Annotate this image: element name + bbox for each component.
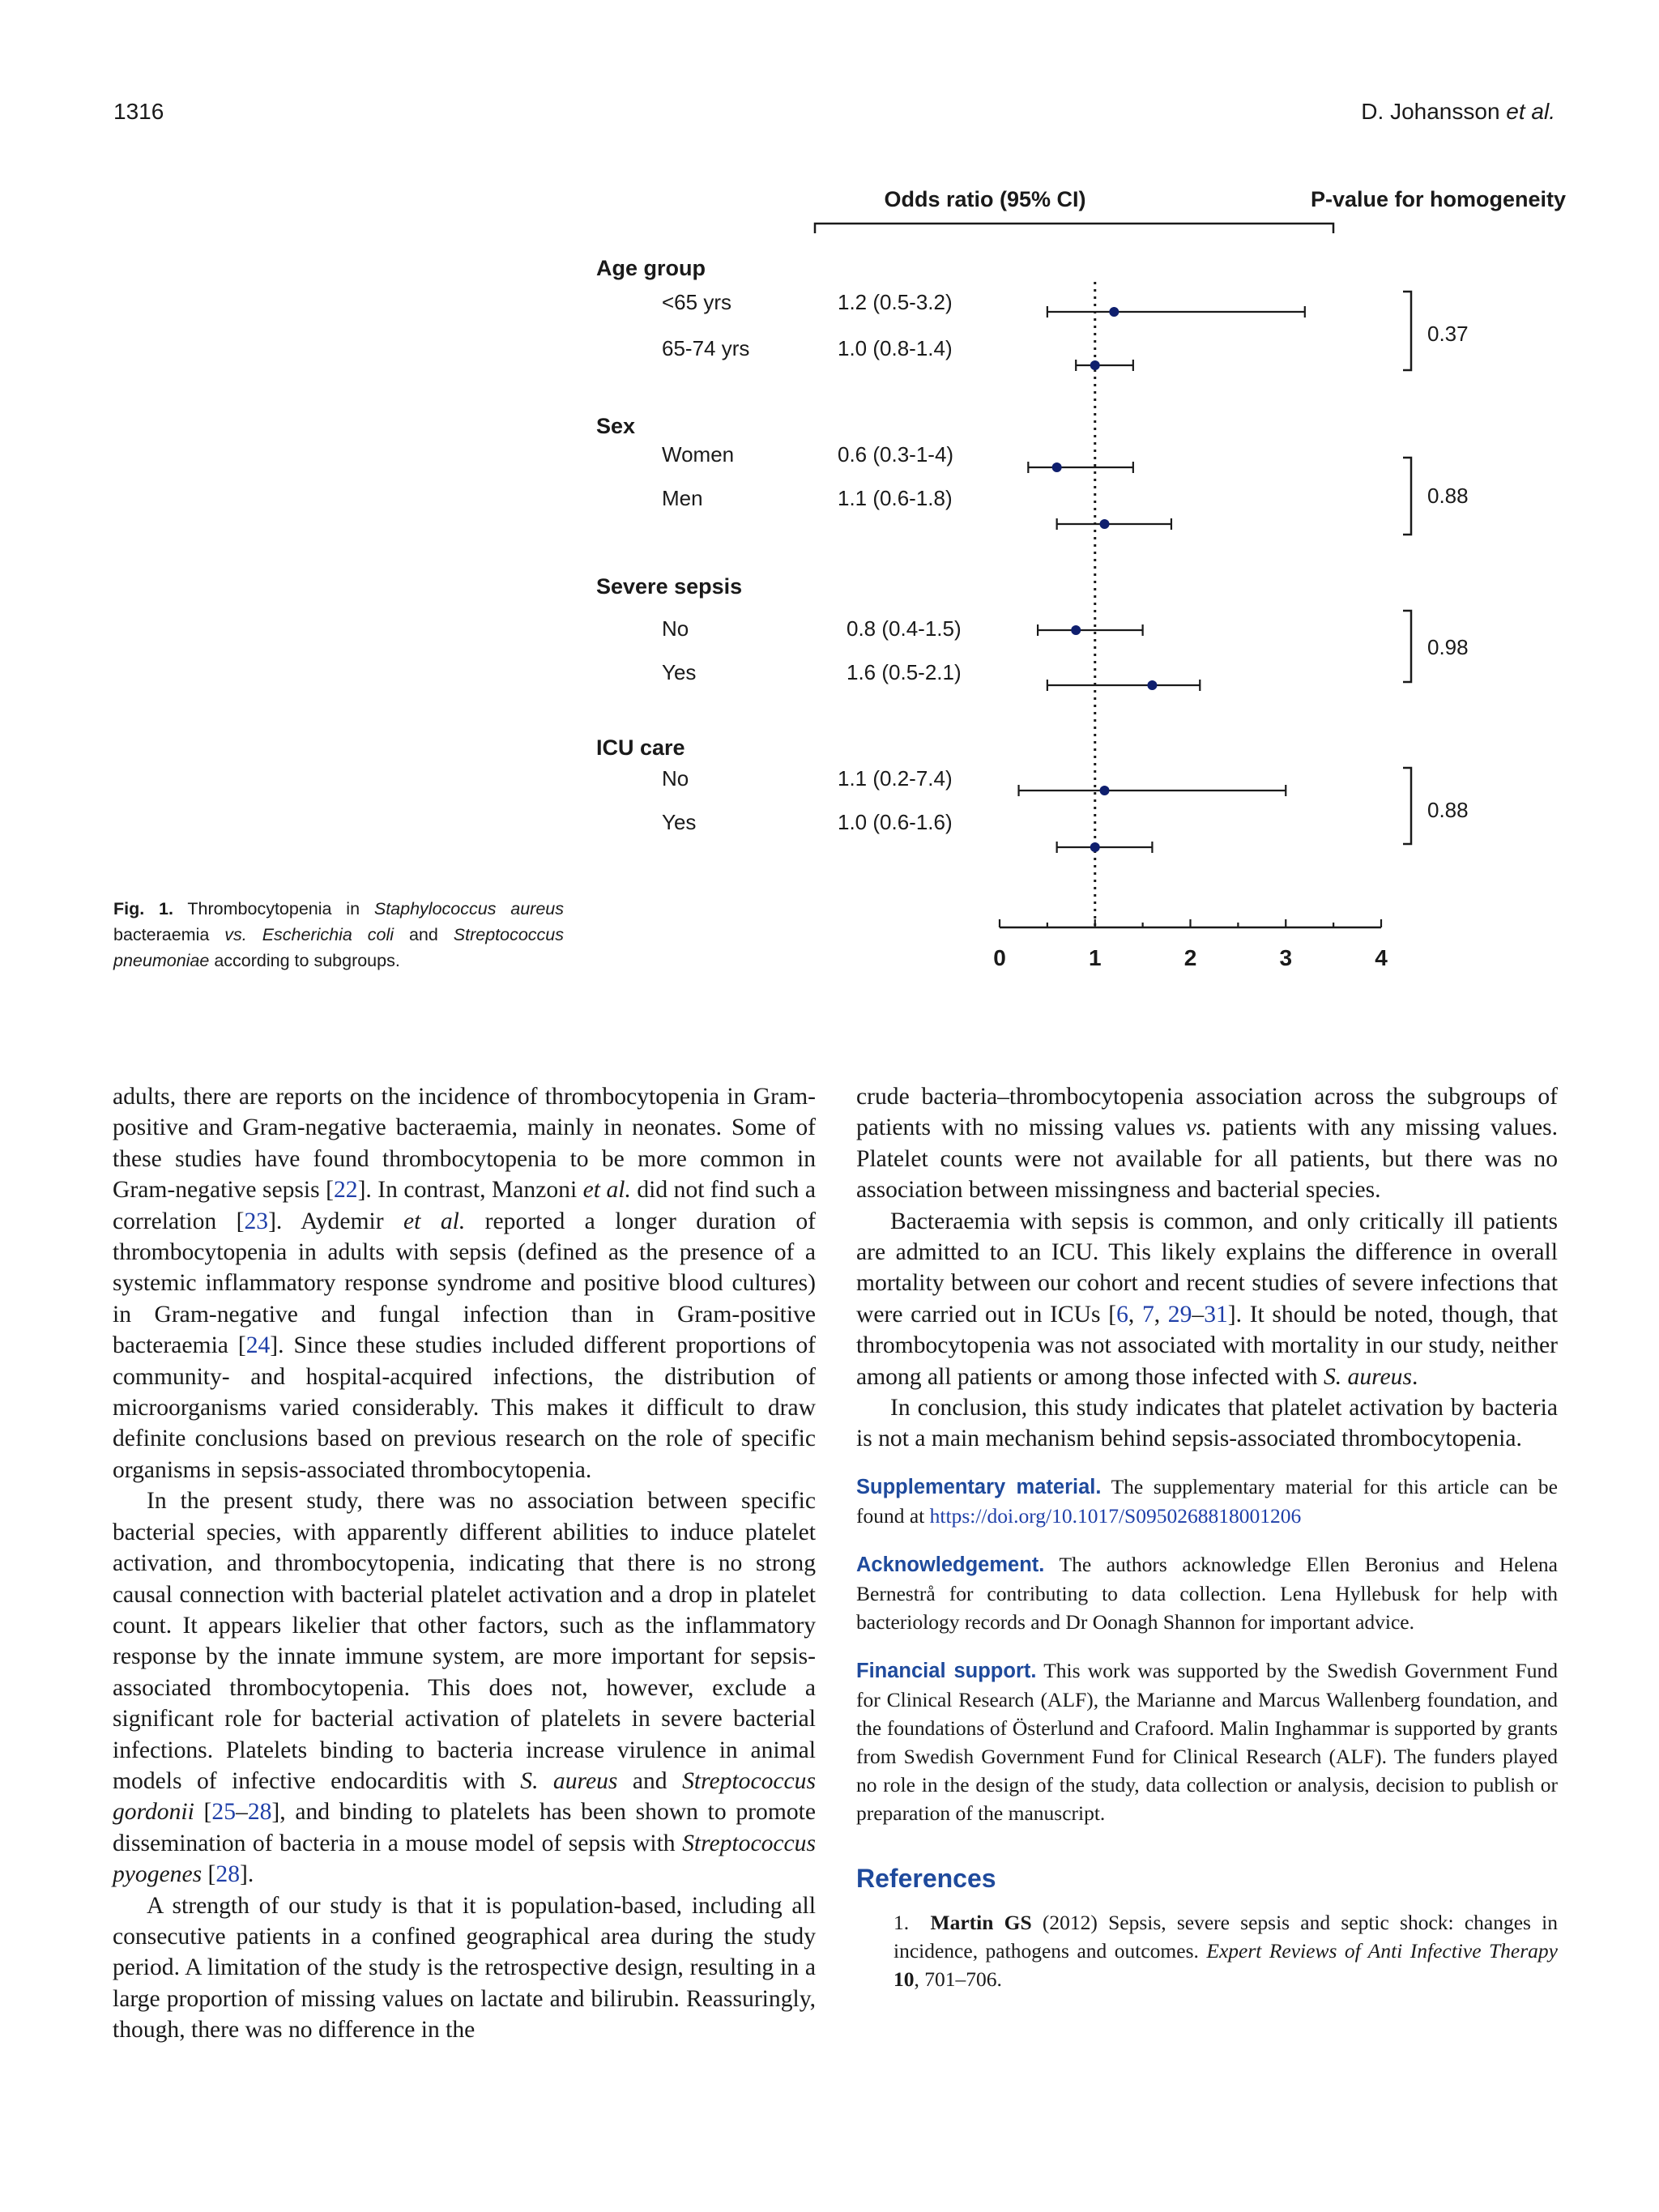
page-number: 1316 [113, 99, 164, 124]
row-label: <65 yrs [662, 290, 731, 314]
running-head-authors [1361, 99, 1555, 125]
caption-text: and [408, 925, 438, 944]
subgroup-title: Sex [596, 414, 636, 438]
or-point [1071, 625, 1081, 635]
caption-organism: Escherichia coli [262, 925, 394, 944]
ci-text: 1.1 (0.2-7.4) [838, 766, 953, 791]
paragraph: In conclusion, this study indicates that platelet activation by bacteria is not a main mechanism behind sepsis-associated thrombocytopenia. [856, 1395, 1558, 1452]
supplementary-section: Supplementary material. The supplementary material for this article can be found at https://doi.org/10.1017/S0950268818001206 [856, 1474, 1558, 1528]
supplementary-heading: Supplementary material. [856, 1475, 1102, 1498]
citation-link[interactable]: 28 [215, 1861, 240, 1888]
or-point [1147, 680, 1157, 690]
row-label: Yes [662, 810, 697, 834]
figure-label: Fig. 1. [113, 899, 173, 918]
citation-link[interactable]: 23 [244, 1208, 269, 1234]
left-column [113, 1081, 816, 2046]
figure-caption [113, 896, 564, 974]
row-label: Men [662, 486, 703, 510]
axis-tick-label: 0 [993, 945, 1006, 970]
p-bracket [1403, 458, 1411, 535]
axis-tick-label: 3 [1279, 945, 1293, 970]
subgroup-title: ICU care [596, 735, 685, 760]
or-point [1100, 786, 1110, 795]
citation-link[interactable]: 22 [333, 1177, 358, 1204]
ci-text: 1.0 (0.6-1.6) [838, 810, 953, 834]
citation-link[interactable]: 25 [211, 1799, 237, 1826]
or-point [1052, 462, 1062, 472]
ci-text: 0.6 (0.3-1-4) [838, 442, 954, 467]
et-al: et al. [1506, 99, 1555, 124]
ci-text: 1.6 (0.5-2.1) [847, 660, 962, 684]
paragraph: A strength of our study is that it is population-based, including all consecutive patients in a confined geographical area during the study period. A limitation of the study is the retrospective design, resulting in a large proportion of missing values on lactate and bilirubin. Reassuringly, though, there was no difference in the [113, 1892, 816, 2044]
financial-section: Financial support. This work was supported by the Swedish Government Fund for Clinical Research (ALF), the Marianne and Marcus Wallenberg foundation, and the foundations of Österlund and Crafoord. Malin Inghammar is supported by grants from Swedish Government Fund for Clinical Research (ALF). The funders played no role in the design of the study, data collection or analysis, decision to publish or preparation of the manuscript. [856, 1658, 1558, 1825]
caption-organism: Staphylococcus aureus [373, 899, 564, 918]
citation-link[interactable]: 29 [1167, 1301, 1192, 1328]
axis-tick-label: 2 [1183, 945, 1197, 970]
p-value: 0.98 [1427, 635, 1469, 659]
ci-text: 1.0 (0.8-1.4) [838, 336, 953, 360]
caption-organism: Streptococcus pneumoniae [113, 925, 564, 970]
header-bracket [815, 224, 1333, 233]
caption-text: according to subgroups. [214, 951, 400, 970]
axis-tick-label: 1 [1088, 945, 1102, 970]
subgroup-title: Severe sepsis [596, 574, 743, 599]
citation-link[interactable]: 31 [1204, 1301, 1228, 1328]
row-label: Women [662, 442, 735, 467]
ci-text: 0.8 (0.4-1.5) [847, 616, 962, 641]
caption-vs: vs. [224, 925, 247, 944]
or-point [1090, 842, 1100, 852]
p-bracket [1403, 611, 1411, 682]
author-name: D. Johansson [1361, 99, 1500, 124]
caption-text: Thrombocytopenia in [187, 899, 360, 918]
acknowledgement-section: Acknowledgement. The authors acknowledge Ellen Beronius and Helena Bernestrå for contributing to data collection. Lena Hyllebusk for help with bacteriology records and Dr Oonagh Shannon for important advice. [856, 1552, 1558, 1634]
or-point [1100, 519, 1110, 529]
paragraph: adults, there are reports on the incidence of thrombocytopenia in Gram-positive and Gram-negative bacteraemia, mainly in neonates. Some of these studies have found thrombocytopenia to be more common in Gram-negative sepsis [22]. In contrast, Manzoni et al. did not find such a correlation [23]. Aydemir et al. reported a longer duration of thrombocytopenia in adults with sepsis (defined as the presence of a systemic inflammatory response syndrome and positive blood cultures) in Gram-negative and fungal infection than in Gram-positive bacteraemia [24]. Since these studies included different proportions of community- and hospital-acquired infections, the distribution of microorganisms varied considerably. This makes it difficult to draw definite conclusions based on previous research on the role of specific organisms in sepsis-associated thrombocytopenia. [113, 1084, 816, 1483]
right-column [856, 1081, 1558, 1993]
p-value: 0.88 [1427, 798, 1469, 822]
row-label: No [662, 766, 689, 791]
p-column-header: P-value for homogeneity [1310, 187, 1566, 211]
ci-marks [1019, 306, 1305, 853]
or-column-header: Odds ratio (95% CI) [884, 187, 1086, 211]
subgroup-labels [596, 256, 1469, 844]
forest-plot [559, 170, 1580, 980]
citation-link[interactable]: 7 [1141, 1301, 1154, 1328]
reference-item: 1. Martin GS (2012) Sepsis, severe sepsis and septic shock: changes in incidence, pathogens and outcomes. Expert Reviews of Anti Infective Therapy 10, 701–706. [893, 1911, 1558, 1992]
x-axis [993, 919, 1388, 970]
caption-text: bacteraemia [113, 925, 210, 944]
ci-text: 1.1 (0.6-1.8) [838, 486, 953, 510]
citation-link[interactable]: 24 [245, 1332, 271, 1359]
p-bracket [1403, 768, 1411, 844]
ci-text: 1.2 (0.5-3.2) [838, 290, 953, 314]
row-label: 65-74 yrs [662, 336, 750, 360]
subgroup-title: Age group [596, 256, 706, 280]
row-label: Yes [662, 660, 697, 684]
or-point [1109, 307, 1119, 317]
axis-tick-label: 4 [1375, 945, 1388, 970]
citation-link[interactable]: 6 [1116, 1301, 1128, 1328]
p-bracket [1403, 292, 1411, 370]
acknowledgement-heading: Acknowledgement. [856, 1553, 1045, 1576]
paragraph: In the present study, there was no association between specific bacterial species, with apparently different abilities to induce platelet activation, and thrombocytopenia, indicating that there is no strong causal connection with bacterial platelet activation and a drop in platelet count. It appears likelier that other factors, such as the inflammatory response by the innate immune system, are more important for sepsis-associated thrombocytopenia. This does not, however, exclude a significant role for bacterial activation of platelets in severe bacterial infections. Platelets binding to bacteria increase virulence in animal models of infective endocarditis with S. aureus and Streptococcus gordonii [25–28], and binding to platelets has been shown to promote dissemination of bacteria in a mouse model of sepsis with Streptococcus pyogenes [28]. [113, 1488, 816, 1888]
financial-heading: Financial support. [856, 1659, 1037, 1682]
or-point [1090, 360, 1100, 370]
row-label: No [662, 616, 689, 641]
doi-link[interactable]: https://doi.org/10.1017/S0950268818001206 [929, 1503, 1302, 1528]
p-value: 0.37 [1427, 322, 1469, 346]
p-value: 0.88 [1427, 484, 1469, 508]
paragraph: crude bacteria–thrombocytopenia association across the subgroups of patients with no missing values vs. patients with any missing values. Platelet counts were not available for all patients, but there was no association between missingness and bacterial species. [856, 1084, 1558, 1204]
references-heading: References [856, 1863, 996, 1893]
paragraph: Bacteraemia with sepsis is common, and only critically ill patients are admitted to an ICU. This likely explains the difference in overall mortality between our cohort and recent studies of severe infections that were carried out in ICUs [6, 7, 29–31]. It should be noted, though, that thrombocytopenia was not associated with mortality in our study, neither among all patients or among those infected with S. aureus. [856, 1208, 1559, 1390]
citation-link[interactable]: 28 [247, 1799, 272, 1826]
